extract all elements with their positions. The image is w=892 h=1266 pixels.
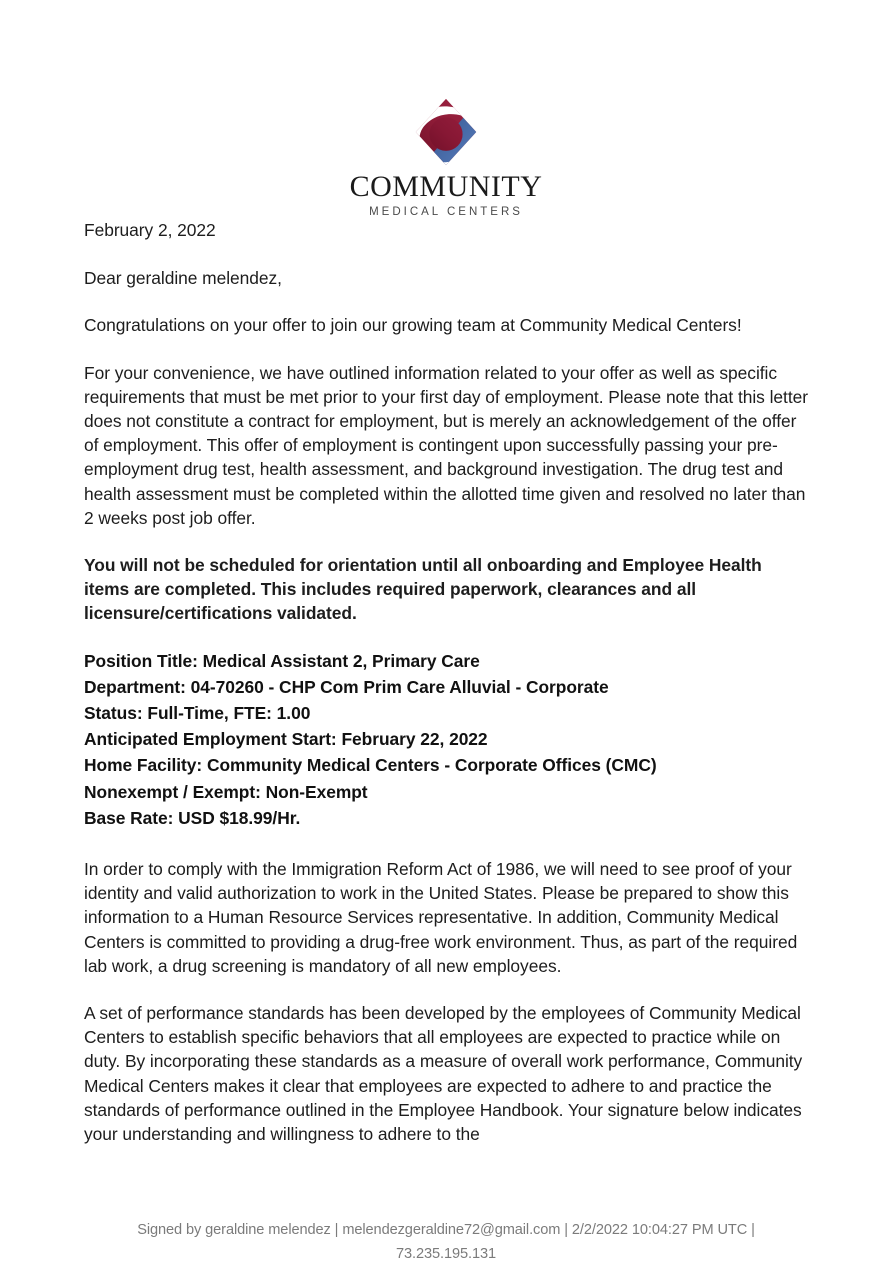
signature-footer [0, 1218, 892, 1266]
company-logo [0, 96, 892, 219]
offer-detail-exempt-status: Nonexempt / Exempt: Non-Exempt [84, 781, 368, 802]
paragraph-immigration: In order to comply with the Immigration Reform Act of 1986, we will need to see proof of your identity and valid authorization to work in the United States. Please be prepared to show this information to a Human Resource Services representative. In addition, Community Medical Centers is committed to providing a drug-free work environment. Thus, as part of the required lab work, a drug screening is mandatory of all new employees. [84, 859, 798, 976]
offer-detail-home-facility: Home Facility: Community Medical Centers - Corporate Offices (CMC) [84, 755, 657, 776]
letter-body [84, 218, 810, 1169]
logo-wordmark [350, 172, 543, 219]
signature-footer-line-2: 73.235.195.131 [395, 1246, 497, 1262]
offer-details-list [84, 648, 810, 831]
paragraph-convenience: For your convenience, we have outlined information related to your offer as well as specific requirements that must be met prior to your first day of employment. Please note that this letter does not constitute a contract for employment, but is merely an acknowledgement of the offer of employment. This offer of employment is contingent upon successfully passing your pre-employment drug test, health assessment, and background investigation. The drug test and health assessment must be completed within the allotted time given and resolved no later than 2 weeks post job offer. [84, 362, 808, 528]
paragraph-performance-standards: A set of performance standards has been developed by the employees of Community Medical Centers to establish specific behaviors that all employees are expected to practice while on duty. By incorporating these standards as a measure of overall work performance, Community Medical Centers makes it clear that employees are expected to adhere to and practice the standards of performance outlined in the Employee Handbook. Your signature below indicates your understanding and willingness to adhere to the [84, 1003, 803, 1145]
letter-salutation: Dear geraldine melendez, [84, 268, 282, 289]
logo-wordmark-secondary: MEDICAL CENTERS [369, 206, 523, 218]
offer-detail-position-title: Position Title: Medical Assistant 2, Primary Care [84, 650, 480, 671]
community-medical-centers-diamond-icon [410, 96, 482, 168]
logo-wordmark-primary: COMMUNITY [349, 170, 543, 203]
offer-detail-department: Department: 04-70260 - CHP Com Prim Care Alluvial - Corporate [84, 676, 609, 697]
paragraph-congratulations: Congratulations on your offer to join our growing team at Community Medical Centers! [84, 315, 742, 336]
paragraph-orientation-notice: You will not be scheduled for orientation until all onboarding and Employee Health items are completed. This includes required paperwork, clearances and all licensure/certifications validated. [84, 555, 762, 624]
signature-footer-line-1: Signed by geraldine melendez | melendezgeraldine72@gmail.com | 2/2/2022 10:04:27 PM UTC | [137, 1222, 755, 1238]
offer-detail-start-date: Anticipated Employment Start: February 22, 2022 [84, 729, 488, 750]
letter-date: February 2, 2022 [84, 220, 216, 240]
offer-detail-base-rate: Base Rate: USD $18.99/Hr. [84, 807, 301, 828]
offer-detail-status: Status: Full-Time, FTE: 1.00 [84, 703, 311, 724]
